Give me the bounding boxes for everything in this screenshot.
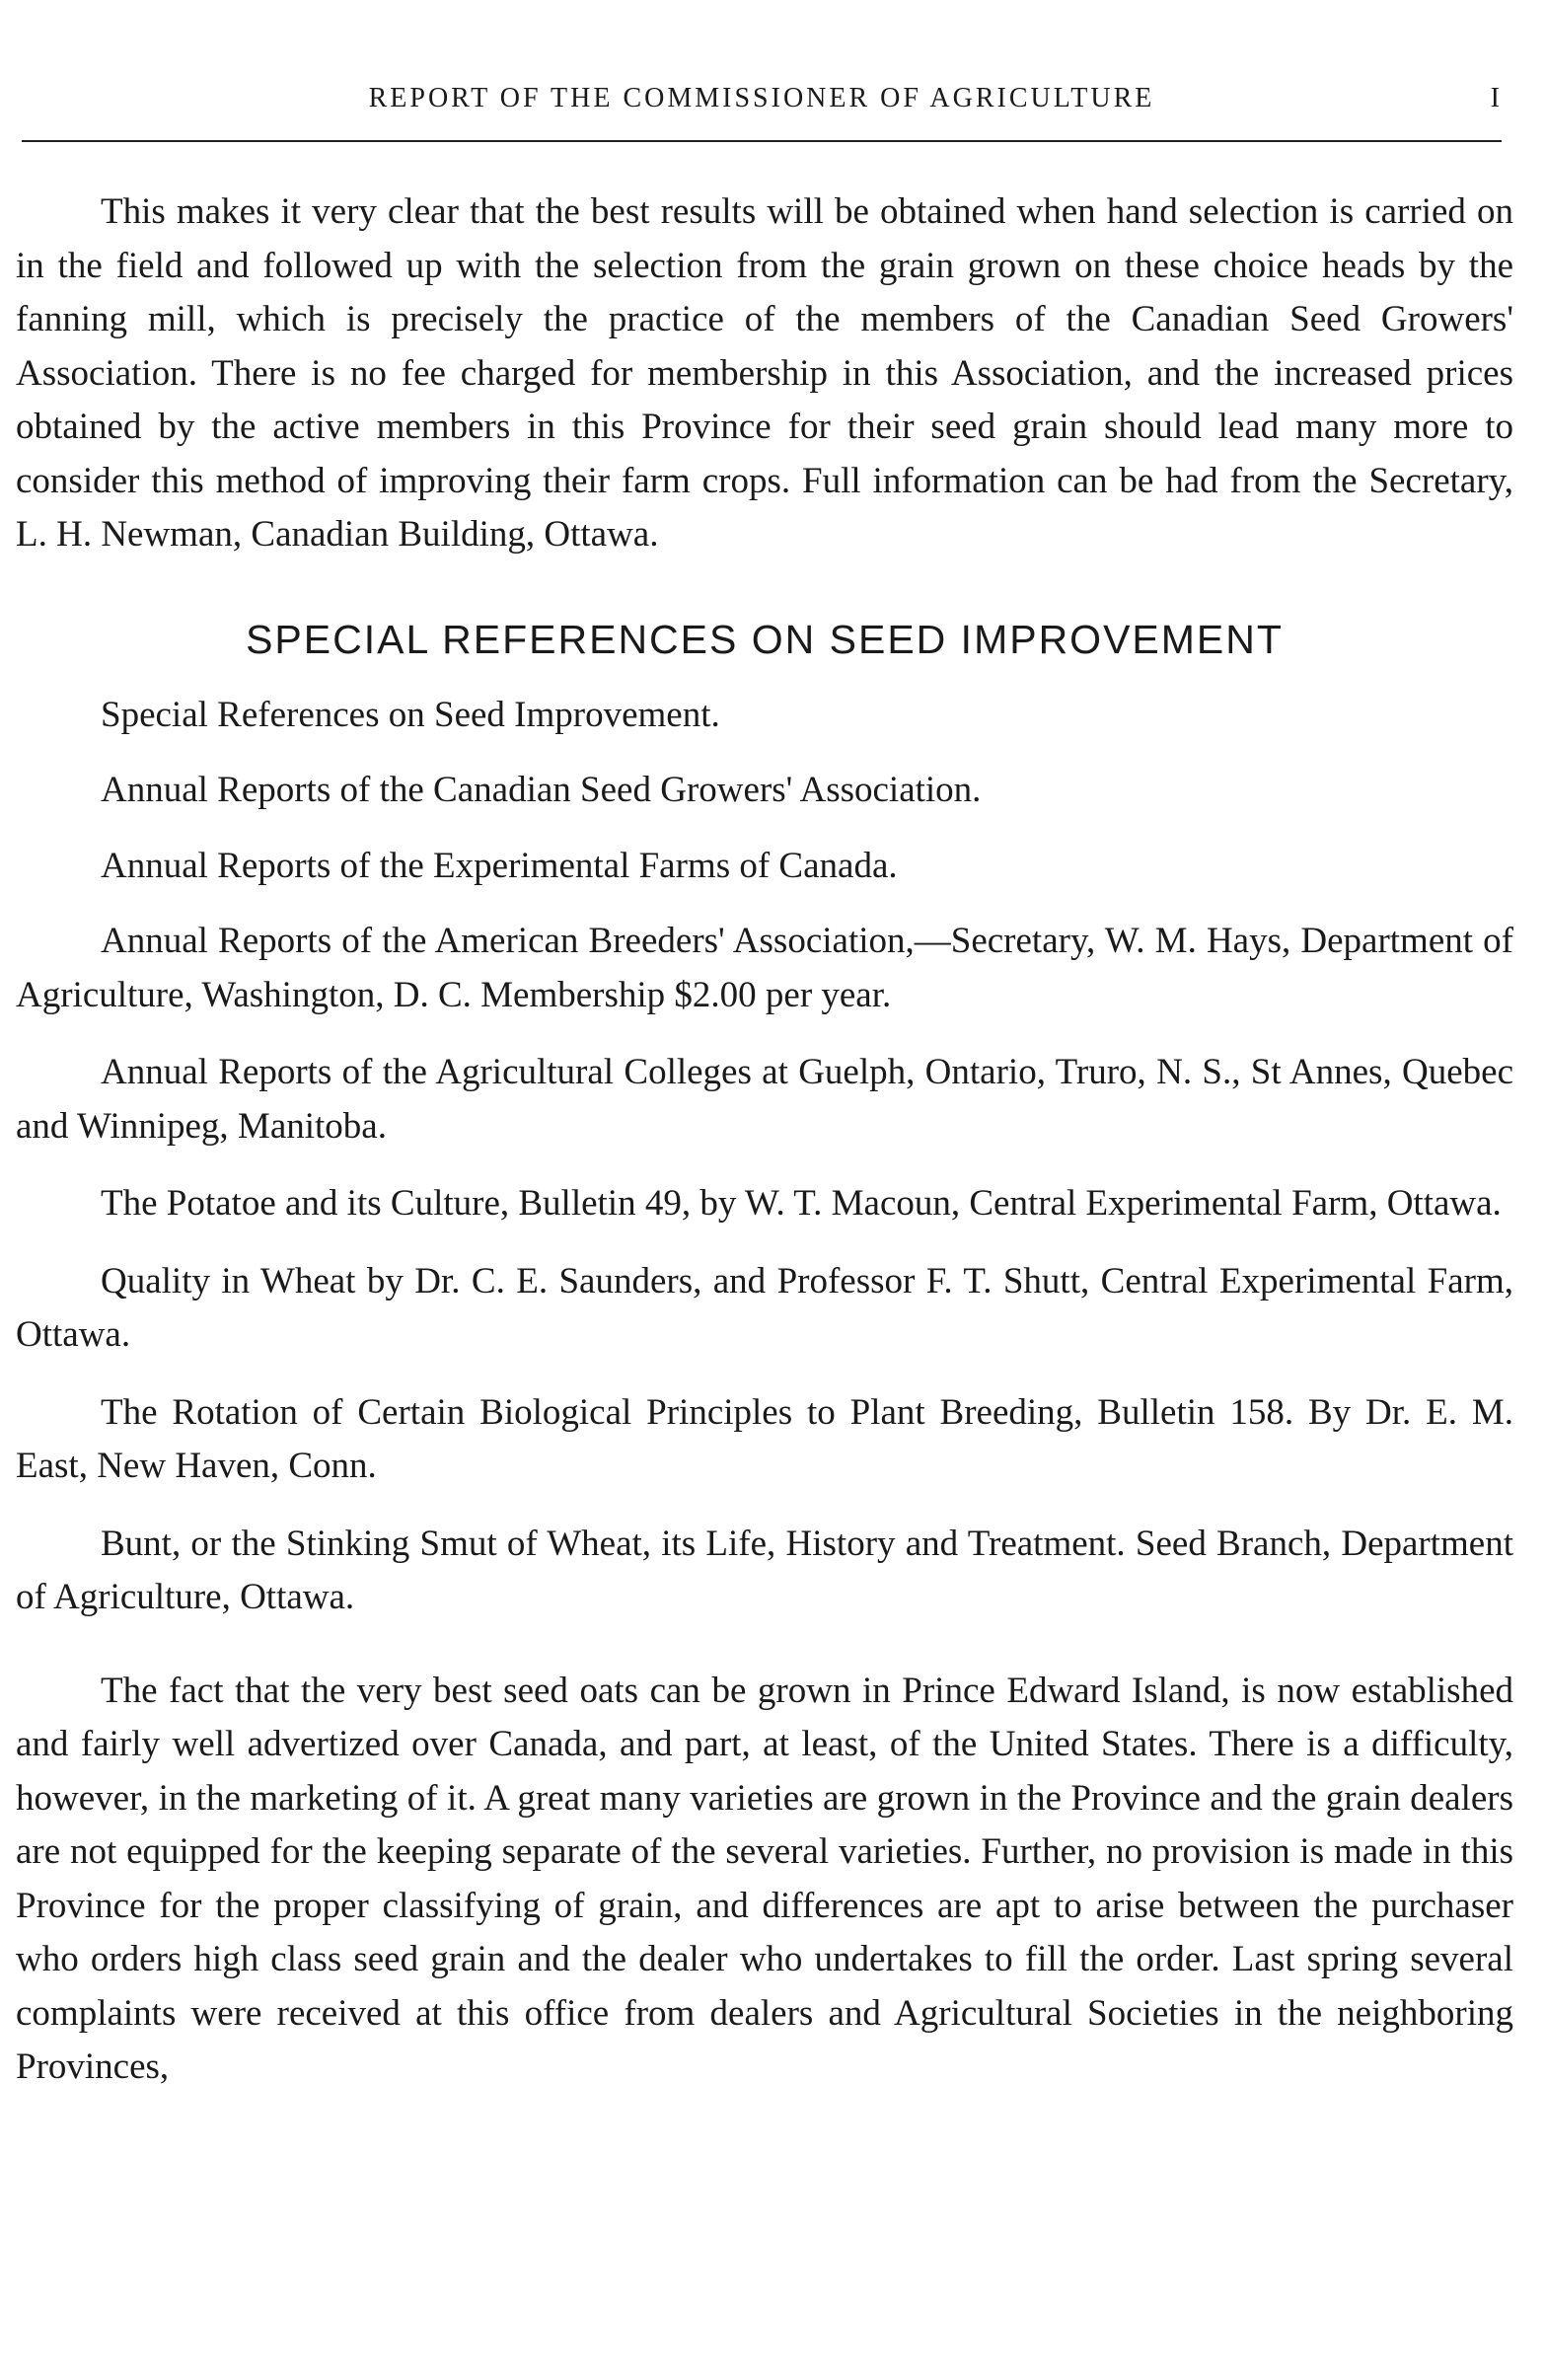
header-rule — [22, 140, 1502, 142]
closing-paragraph: The fact that the very best seed oats can be grown in Prince Edward Island, is now established and fairly well advertized over Canada, and part, at least, of the United States. There is a difficulty, however, in the marketing of it. A great many varieties are grown in the Province and the grain dealers are not equipped for the keeping separate of the several varieties. Further, no provision is made in this Province for the proper classifying of grain, and differences are apt to arise between the purchaser who orders high class seed grain and the dealer who undertakes to fill the order. Last spring several complaints were received at this office from dealers and Agricultural Societies in the neighboring Provinces, — [16, 1670, 1513, 2087]
reference-item: The Potatoe and its Culture, Bulletin 49, by W. T. Macoun, Central Experimental Farm, Ottawa. — [101, 1183, 1502, 1224]
reference-item: Annual Reports of the Experimental Farms of Canada. — [101, 845, 898, 886]
reference-item: The Rotation of Certain Biological Principles to Plant Breeding, Bulletin 158. By Dr. E. M. East, New Haven, Conn. — [16, 1391, 1513, 1486]
section-heading: SPECIAL REFERENCES ON SEED IMPROVEMENT — [246, 616, 1284, 662]
reference-list — [16, 689, 1513, 1625]
reference-item: Annual Reports of the American Breeders' Association,—Secretary, W. M. Hays, Department of Agriculture, Washington, D. C. Membership $2.00 per year. — [16, 921, 1513, 1015]
running-title: REPORT OF THE COMMISSIONER OF AGRICULTURE — [368, 83, 1155, 113]
intro-paragraph: This makes it very clear that the best results will be obtained when hand selection is carried on in the field and followed up with the selection from the grain grown on these choice heads by the fanning mill, which is precisely the practice of the members of the Canadian Seed Growers' Association. There is no fee charged for membership in this Association, and the increased prices obtained by the active members in this Province for their seed grain should lead many more to consider this method of improving their farm crops. Full information can be had from the Secretary, L. H. Newman, Canadian Building, Ottawa. — [16, 191, 1513, 555]
page-number: I — [1490, 83, 1500, 113]
reference-item: Bunt, or the Stinking Smut of Wheat, its Life, History and Treatment. Seed Branch, Department of Agriculture, Ottawa. — [16, 1523, 1513, 1617]
running-head — [22, 77, 1502, 120]
page-body — [16, 186, 1513, 2095]
reference-item: Annual Reports of the Agricultural Colleges at Guelph, Ontario, Truro, N. S., St Annes, Quebec and Winnipeg, Manitoba. — [16, 1052, 1513, 1147]
reference-item: Quality in Wheat by Dr. C. E. Saunders, and Professor F. T. Shutt, Central Experimental Farm, Ottawa. — [16, 1260, 1513, 1355]
reference-item: Annual Reports of the Canadian Seed Growers' Association. — [101, 770, 982, 810]
reference-item: Special References on Seed Improvement. — [101, 694, 720, 735]
